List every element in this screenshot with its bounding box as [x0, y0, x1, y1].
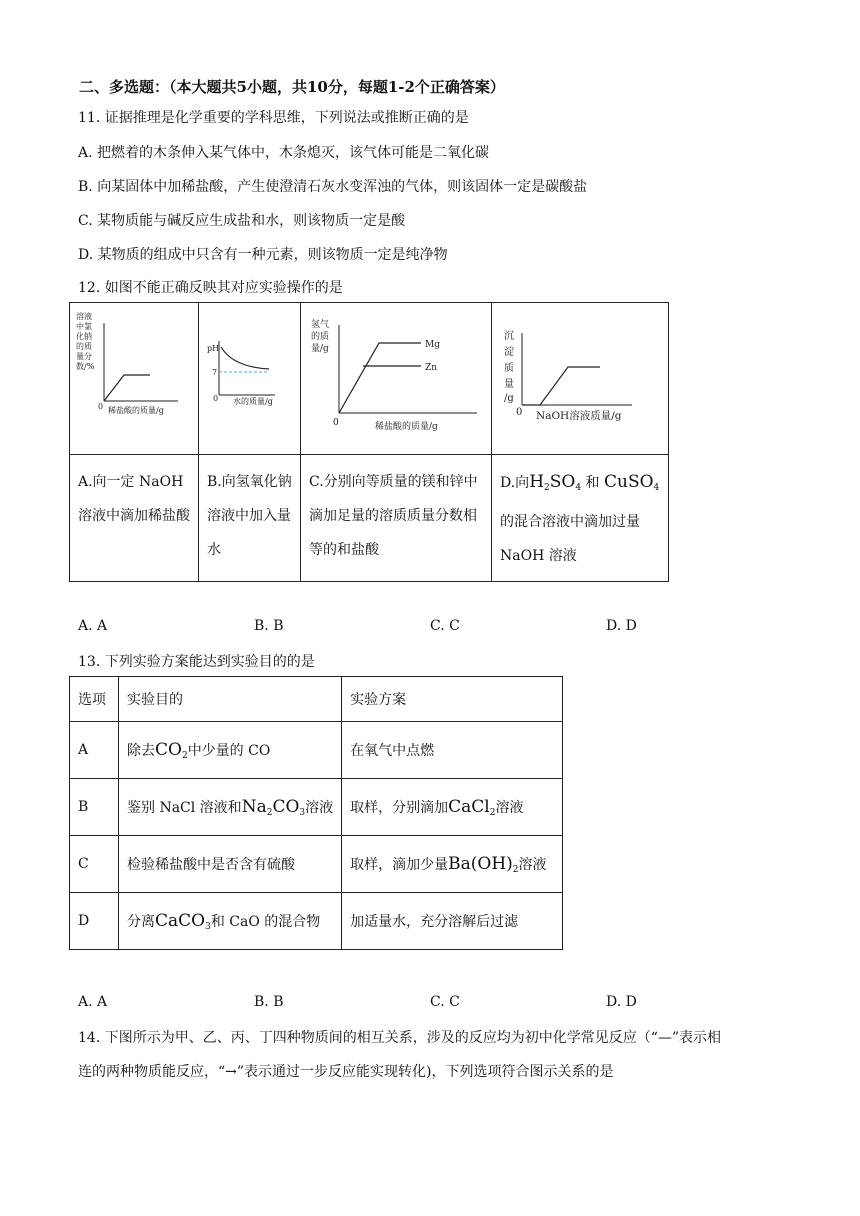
q13-row-d-purpose-sub: 3 — [205, 921, 211, 932]
q13-row-b-purpose-formula: Na — [241, 796, 267, 817]
graph-d-xlabel: NaOH溶液质量/g — [536, 410, 622, 422]
caption-d-formula1-sub2: 4 — [575, 483, 582, 493]
q14-stem-line2: 连的两种物质能反应，“→”表示通过一步反应能实现转化)，下列选项符合图示关系的是 — [78, 1064, 614, 1080]
caption-d-post: 的混合溶液中滴加过量 NaOH 溶液 — [500, 514, 640, 564]
q13-row-a-purpose-sub: 2 — [181, 750, 188, 761]
graph-c-xlabel: 稀盐酸的质量/g — [375, 422, 438, 432]
graph-a-ylabel-2: 中氯 — [76, 322, 92, 331]
graph-c-series-zn: Zn — [425, 363, 438, 373]
caption-d — [492, 455, 669, 582]
graph-d-ylabel-5: /g — [504, 393, 514, 404]
q13-row-d-purpose-formula: CaCO — [155, 910, 206, 931]
graph-b-xlabel: 水的质量/g — [233, 397, 273, 406]
q13-row-b-plan-formula: CaCl — [448, 796, 490, 817]
q12-stem: 12. 如图不能正确反映其对应实验操作的是 — [78, 280, 343, 296]
graph-d-ylabel-2: 淀 — [504, 347, 514, 358]
q13-row-d-purpose-pre: 分离 — [127, 913, 155, 930]
graph-a-ylabel-6: 数/% — [76, 362, 95, 371]
table-row — [70, 836, 563, 893]
q12-answer-a: A. A — [78, 618, 108, 634]
graph-d-origin: 0 — [516, 407, 523, 418]
q13-row-a-purpose-pre: 除去 — [127, 742, 155, 759]
q13-row-a-purpose-formula: CO — [155, 739, 182, 760]
section-title: 二、多选题：（本大题共5小题，共10分，每题1-2个正确答案） — [79, 78, 505, 96]
graph-a — [70, 303, 198, 450]
q11-option-b: B. 向某固体中加稀盐酸，产生使澄清石灰水变浑浊的气体，则该固体一定是碳酸盐 — [78, 179, 588, 195]
q13-row-c-plan-pre: 取样，滴加少量 — [350, 856, 449, 873]
q13-row-b-purpose-sub2: 3 — [299, 807, 306, 818]
caption-a: A.向一定 NaOH 溶液中滴加稀盐酸 — [70, 455, 199, 582]
q13-header-plan: 实验方案 — [342, 677, 563, 722]
q13-header-option: 选项 — [70, 677, 119, 722]
graph-b-ytick: 7 — [212, 368, 218, 377]
graph-a-ylabel-3: 化钠 — [76, 332, 92, 341]
q11-option-c: C. 某物质能与碱反应生成盐和水，则该物质一定是酸 — [78, 213, 406, 229]
q13-row-d-purpose-post: 和 CaO 的混合物 — [210, 913, 321, 930]
caption-d-formula2-sub: 4 — [653, 483, 660, 493]
table-row — [70, 722, 563, 779]
q13-answer-a: A. A — [78, 994, 108, 1010]
caption-d-formula2: CuSO — [603, 472, 654, 492]
q13-row-c-plan-formula: Ba(OH) — [448, 853, 513, 874]
graph-a-ylabel-5: 量分 — [76, 352, 92, 361]
table-row — [70, 779, 563, 836]
graph-c-ylabel-2: 的质 — [311, 332, 330, 342]
graph-c-origin: 0 — [333, 418, 339, 428]
q13-answer-c: C. C — [430, 994, 460, 1010]
graph-c-ylabel-1: 氢气 — [311, 320, 330, 330]
table-row — [70, 893, 563, 950]
q12-answer-d: D. D — [606, 618, 637, 634]
q13-row-c-plan-post: 溶液 — [518, 856, 547, 873]
q13-row-d-plan: 加适量水，充分溶解后过滤 — [342, 893, 563, 950]
q13-row-d-purpose — [119, 893, 342, 950]
graph-d-ylabel-1: 沉 — [504, 331, 514, 342]
graph-a-curve — [104, 375, 150, 401]
graph-d — [492, 303, 668, 450]
q13-row-c-purpose: 检验稀盐酸中是否含有硫酸 — [119, 836, 342, 893]
caption-d-formula1-sub: 2 — [544, 483, 550, 493]
q12-answer-c: C. C — [430, 618, 460, 634]
q13-table — [69, 676, 563, 950]
graph-b-curve — [221, 347, 269, 369]
q13-row-b-plan-pre: 取样，分别滴加 — [350, 799, 449, 816]
graph-b — [199, 303, 300, 450]
graph-d-curve — [522, 367, 600, 405]
q13-row-a-option: A — [70, 722, 119, 779]
graph-b-origin: 0 — [213, 394, 219, 403]
q13-row-b-plan-sub: 2 — [489, 807, 496, 818]
graph-c-cell — [301, 303, 492, 455]
q13-row-c-option: C — [70, 836, 119, 893]
caption-d-pre: D.向 — [500, 475, 530, 491]
q14-stem-line1: 14. 下图所示为甲、乙、丙、丁四种物质间的相互关系，涉及的反应均为初中化学常见反应（“—”表示相 — [78, 1030, 722, 1046]
graph-d-cell — [492, 303, 669, 455]
q13-row-a-purpose — [119, 722, 342, 779]
q12-graph-table — [69, 302, 669, 582]
graph-d-ylabel-4: 量 — [504, 379, 514, 390]
graph-c-ylabel-3: 量/g — [311, 344, 329, 354]
q12-answer-b: B. B — [254, 618, 284, 634]
q13-header-purpose: 实验目的 — [119, 677, 342, 722]
graph-a-origin: 0 — [98, 402, 104, 411]
q13-row-b-purpose-sub: 2 — [266, 807, 273, 818]
graph-a-cell — [70, 303, 199, 455]
q13-row-b-purpose-post: 溶液 — [305, 799, 334, 816]
graph-c — [301, 303, 491, 450]
q13-row-c-plan — [342, 836, 563, 893]
q13-row-b-option: B — [70, 779, 119, 836]
caption-d-and: 和 — [581, 475, 604, 491]
caption-d-formula1: H — [529, 472, 545, 492]
q13-answer-d: D. D — [606, 994, 637, 1010]
caption-c: C.分别向等质量的镁和锌中滴加足量的溶质质量分数相等的和盐酸 — [301, 455, 492, 582]
q13-row-b-purpose-formula2: CO — [272, 796, 300, 817]
graph-c-series-mg: Mg — [425, 340, 440, 350]
caption-b: B.向氢氧化钠溶液中加入量水 — [199, 455, 301, 582]
q13-stem: 13. 下列实验方案能达到实验目的的是 — [78, 654, 315, 670]
graph-d-ylabel-3: 质 — [504, 363, 514, 374]
q13-row-a-plan: 在氧气中点燃 — [342, 722, 563, 779]
q13-answer-b: B. B — [254, 994, 284, 1010]
q13-row-b-purpose-pre: 鉴别 NaCl 溶液和 — [127, 799, 242, 816]
caption-d-formula1-b: SO — [549, 472, 576, 492]
graph-b-ylabel: pH — [207, 344, 220, 353]
q13-row-d-option: D — [70, 893, 119, 950]
q11-option-a: A. 把燃着的木条伸入某气体中，木条熄灭，该气体可能是二氧化碳 — [78, 145, 490, 161]
q13-row-b-purpose — [119, 779, 342, 836]
graph-a-ylabel-4: 的质 — [76, 342, 92, 351]
q11-option-d: D. 某物质的组成中只含有一种元素，则该物质一定是纯净物 — [78, 247, 448, 263]
graph-c-curve-mg — [339, 343, 421, 413]
graph-a-ylabel-1: 溶液 — [76, 312, 92, 321]
q11-stem: 11. 证据推理是化学重要的学科思维，下列说法或推断正确的是 — [78, 110, 469, 126]
graph-b-cell — [199, 303, 301, 455]
q13-row-a-purpose-post: 中少量的 CO — [187, 742, 271, 759]
q13-row-b-plan-post: 溶液 — [495, 799, 524, 816]
q13-row-c-plan-sub: 2 — [512, 864, 519, 875]
q13-row-b-plan — [342, 779, 563, 836]
graph-a-xlabel: 稀盐酸的质量/g — [108, 406, 164, 415]
